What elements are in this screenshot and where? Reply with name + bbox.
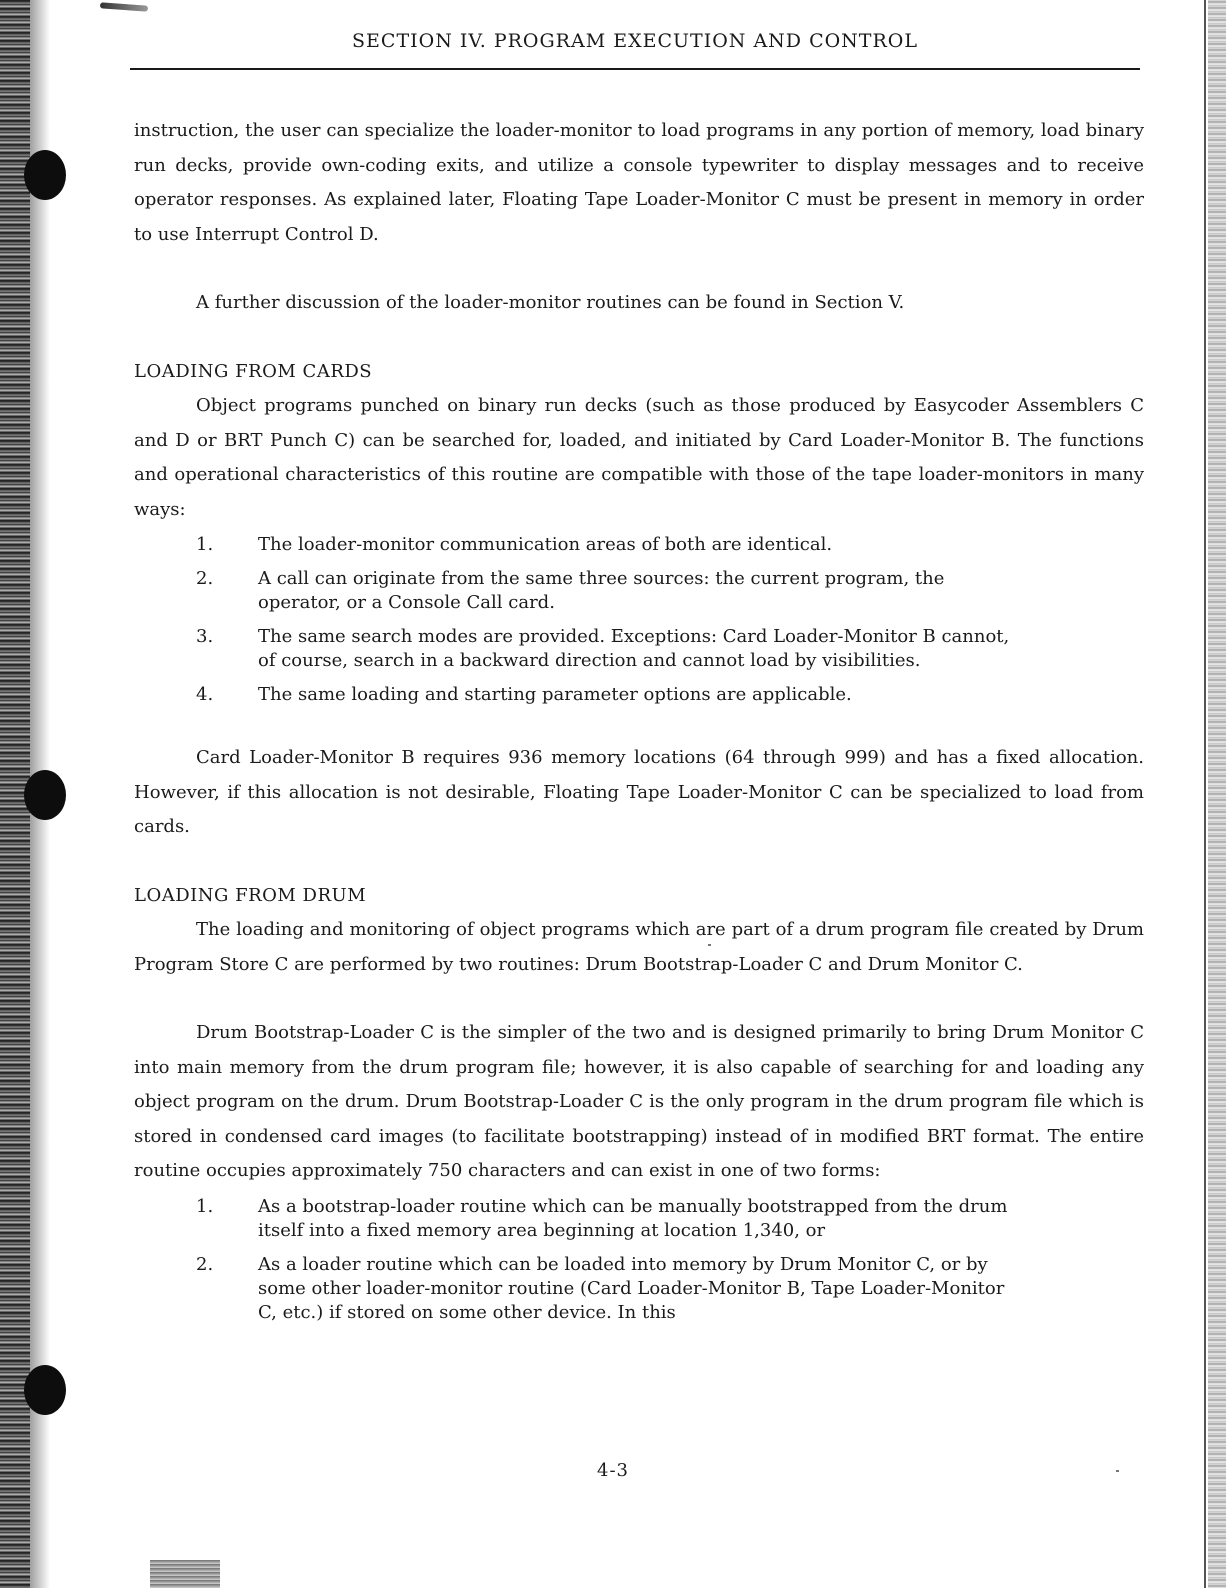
punch-hole-middle bbox=[24, 770, 66, 820]
section-heading-cards: LOADING FROM CARDS bbox=[134, 360, 373, 382]
scan-artifact-top bbox=[100, 2, 148, 11]
list-item: 1. As a bootstrap-loader routine which can be manually bootstrapped from the drum itself into a fixed memory area beginning at location 1,340, or bbox=[196, 1195, 1008, 1241]
scan-right-line bbox=[1204, 0, 1206, 1588]
cards-list bbox=[134, 533, 1144, 707]
page-body bbox=[134, 114, 1144, 1335]
section-heading-drum: LOADING FROM DRUM bbox=[134, 884, 367, 906]
drum-paragraph-2: Drum Bootstrap-Loader C is the simpler of the two and is designed primarily to bring Drum Monitor C into main memory from the drum program file; however, it is also capable of searching for and loading any object program on the drum. Drum Bootstrap-Loader C is the only program in the drum program file which is stored in condensed card images (to facilitate bootstrapping) instead of in modified BRT format. The entire routine occupies approximately 750 characters and can exist in one of two forms: bbox=[134, 1022, 1144, 1181]
punch-hole-top bbox=[24, 150, 66, 200]
drum-paragraph-1: The loading and monitoring of object programs which are part of a drum program file created by Drum Program Store C are performed by two routines: Drum Bootstrap-Loader C and Drum Monitor C. bbox=[134, 919, 1144, 975]
intro-paragraph-2: A further discussion of the loader-monitor routines can be found in Section V. bbox=[196, 292, 905, 313]
cards-paragraph-1: Object programs punched on binary run decks (such as those produced by Easycoder Assemblers C and D or BRT Punch C) can be searched for, loaded, and initiated by Card Loader-Monitor B. The functions and operational characteristics of this routine are compatible with those of the tape loader-monitors in many ways: bbox=[134, 395, 1144, 520]
list-item: 4. The same loading and starting parameter options are applicable. bbox=[196, 684, 852, 705]
scan-right-edge bbox=[1208, 0, 1226, 1588]
list-item: 3. The same search modes are provided. Exceptions: Card Loader-Monitor B cannot, of course, search in a backward direction and cannot load by visibilities. bbox=[196, 626, 1010, 671]
scan-artifact-bottom bbox=[150, 1560, 220, 1588]
page-header: SECTION IV. PROGRAM EXECUTION AND CONTROL bbox=[352, 30, 918, 52]
drum-list bbox=[134, 1195, 1144, 1325]
list-item: 2. As a loader routine which can be loaded into memory by Drum Monitor C, or by some other loader-monitor routine (Card Loader-Monitor B, Tape Loader-Monitor C, etc.) if stored on some other device. In this bbox=[196, 1253, 1005, 1323]
header-rule bbox=[130, 68, 1140, 70]
page-number: 4-3 bbox=[597, 1460, 629, 1481]
list-item: 2. A call can originate from the same three sources: the current program, the operator, or a Console Call card. bbox=[196, 568, 945, 613]
punch-hole-bottom bbox=[24, 1365, 66, 1415]
cards-paragraph-2: Card Loader-Monitor B requires 936 memory locations (64 through 999) and has a fixed allocation. However, if this allocation is not desirable, Floating Tape Loader-Monitor C can be specialized to load from cards. bbox=[134, 747, 1144, 837]
list-item: 1. The loader-monitor communication areas of both are identical. bbox=[196, 534, 833, 555]
intro-paragraph-1: instruction, the user can specialize the loader-monitor to load programs in any portion of memory, load binary run decks, provide own-coding exits, and utilize a console typewriter to display messages and to receive operator responses. As explained later, Floating Tape Loader-Monitor C must be present in memory in order to use Interrupt Control D. bbox=[134, 120, 1144, 245]
